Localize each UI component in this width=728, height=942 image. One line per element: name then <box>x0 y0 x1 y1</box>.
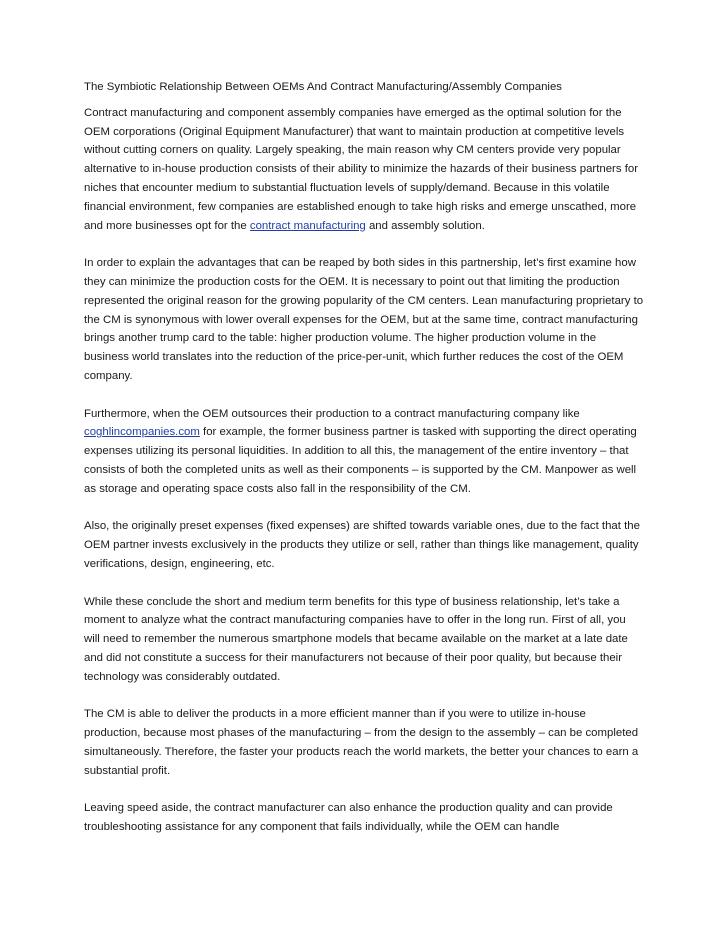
paragraph-2: In order to explain the advantages that can be reaped by both sides in this partnership, let’s first examine how they can minimize the production costs for the OEM. It is necessary to point out that limiting the production represented the original reason for the growing popularity of the CM centers. Lean manufacturing proprietary to the CM is synonymous with lower overall expenses for the OEM, but at the same time, contract manufacturing brings another trump card to the table: higher production volume. The higher production volume in the business world translates into the reduction of the price-per-unit, which further reduces the cost of the OEM company. <box>84 257 644 382</box>
paragraph-3 <box>84 405 644 499</box>
contract-manufacturing-link[interactable]: contract manufacturing <box>249 219 366 232</box>
paragraph-6: The CM is able to deliver the products in a more efficient manner than if you were to utilize in-house production, because most phases of the manufacturing – from the design to the assembly – can be completed simultaneously. Therefore, the faster your products reach the world markets, the better your chances to earn a substantial profit. <box>84 708 639 777</box>
paragraph-3-text-after: for example, the former business partner is tasked with supporting the direct operating expenses utilizing its personal liquidities. In addition to all this, the management of the entire inventory – that consists of both the completed units as well as their components – is supported by the CM. Manpower as well as storage and operating space costs also fall in the responsibility of the CM. <box>84 426 637 495</box>
paragraph-3-text-before: Furthermore, when the OEM outsources their production to a contract manufacturing company like <box>84 407 580 420</box>
paragraph-1-text-before: Contract manufacturing and component assembly companies have emerged as the optimal solution for the OEM corporations (Original Equipment Manufacturer) that want to maintain production at competitive levels without cutting corners on quality. Largely speaking, the main reason why CM centers provide very popular alternative to in-house production consists of their ability to minimize the hazards of their business partners for niches that encounter medium to substantial fluctuation levels of supply/demand. Because in this volatile financial environment, few companies are established enough to take high risks and emerge unscathed, more and more businesses opt for the <box>84 106 638 232</box>
paragraph-7: Leaving speed aside, the contract manufacturer can also enhance the production quality and can provide troubleshooting assistance for any component that fails individually, while the OEM can handle <box>84 802 613 834</box>
document-page <box>84 78 644 856</box>
paragraph-4: Also, the originally preset expenses (fixed expenses) are shifted towards variable ones, due to the fact that the OEM partner invests exclusively in the products they utilize or sell, rather than things like management, quality verifications, design, engineering, etc. <box>84 520 640 570</box>
paragraph-5: While these conclude the short and medium term benefits for this type of business relationship, let’s take a moment to analyze what the contract manufacturing companies have to offer in the long run. First of all, you will need to remember the numerous smartphone models that became available on the market at a late date and did not constitute a success for their manufacturers not because of their poor quality, but because their technology was considerably outdated. <box>84 595 628 683</box>
paragraph-1-text-after: and assembly solution. <box>365 219 485 232</box>
document-title: The Symbiotic Relationship Between OEMs And Contract Manufacturing/Assembly Companies <box>84 81 562 93</box>
coghlincompanies-link[interactable]: coghlincompanies.com <box>84 426 200 439</box>
paragraph-1 <box>84 104 644 236</box>
